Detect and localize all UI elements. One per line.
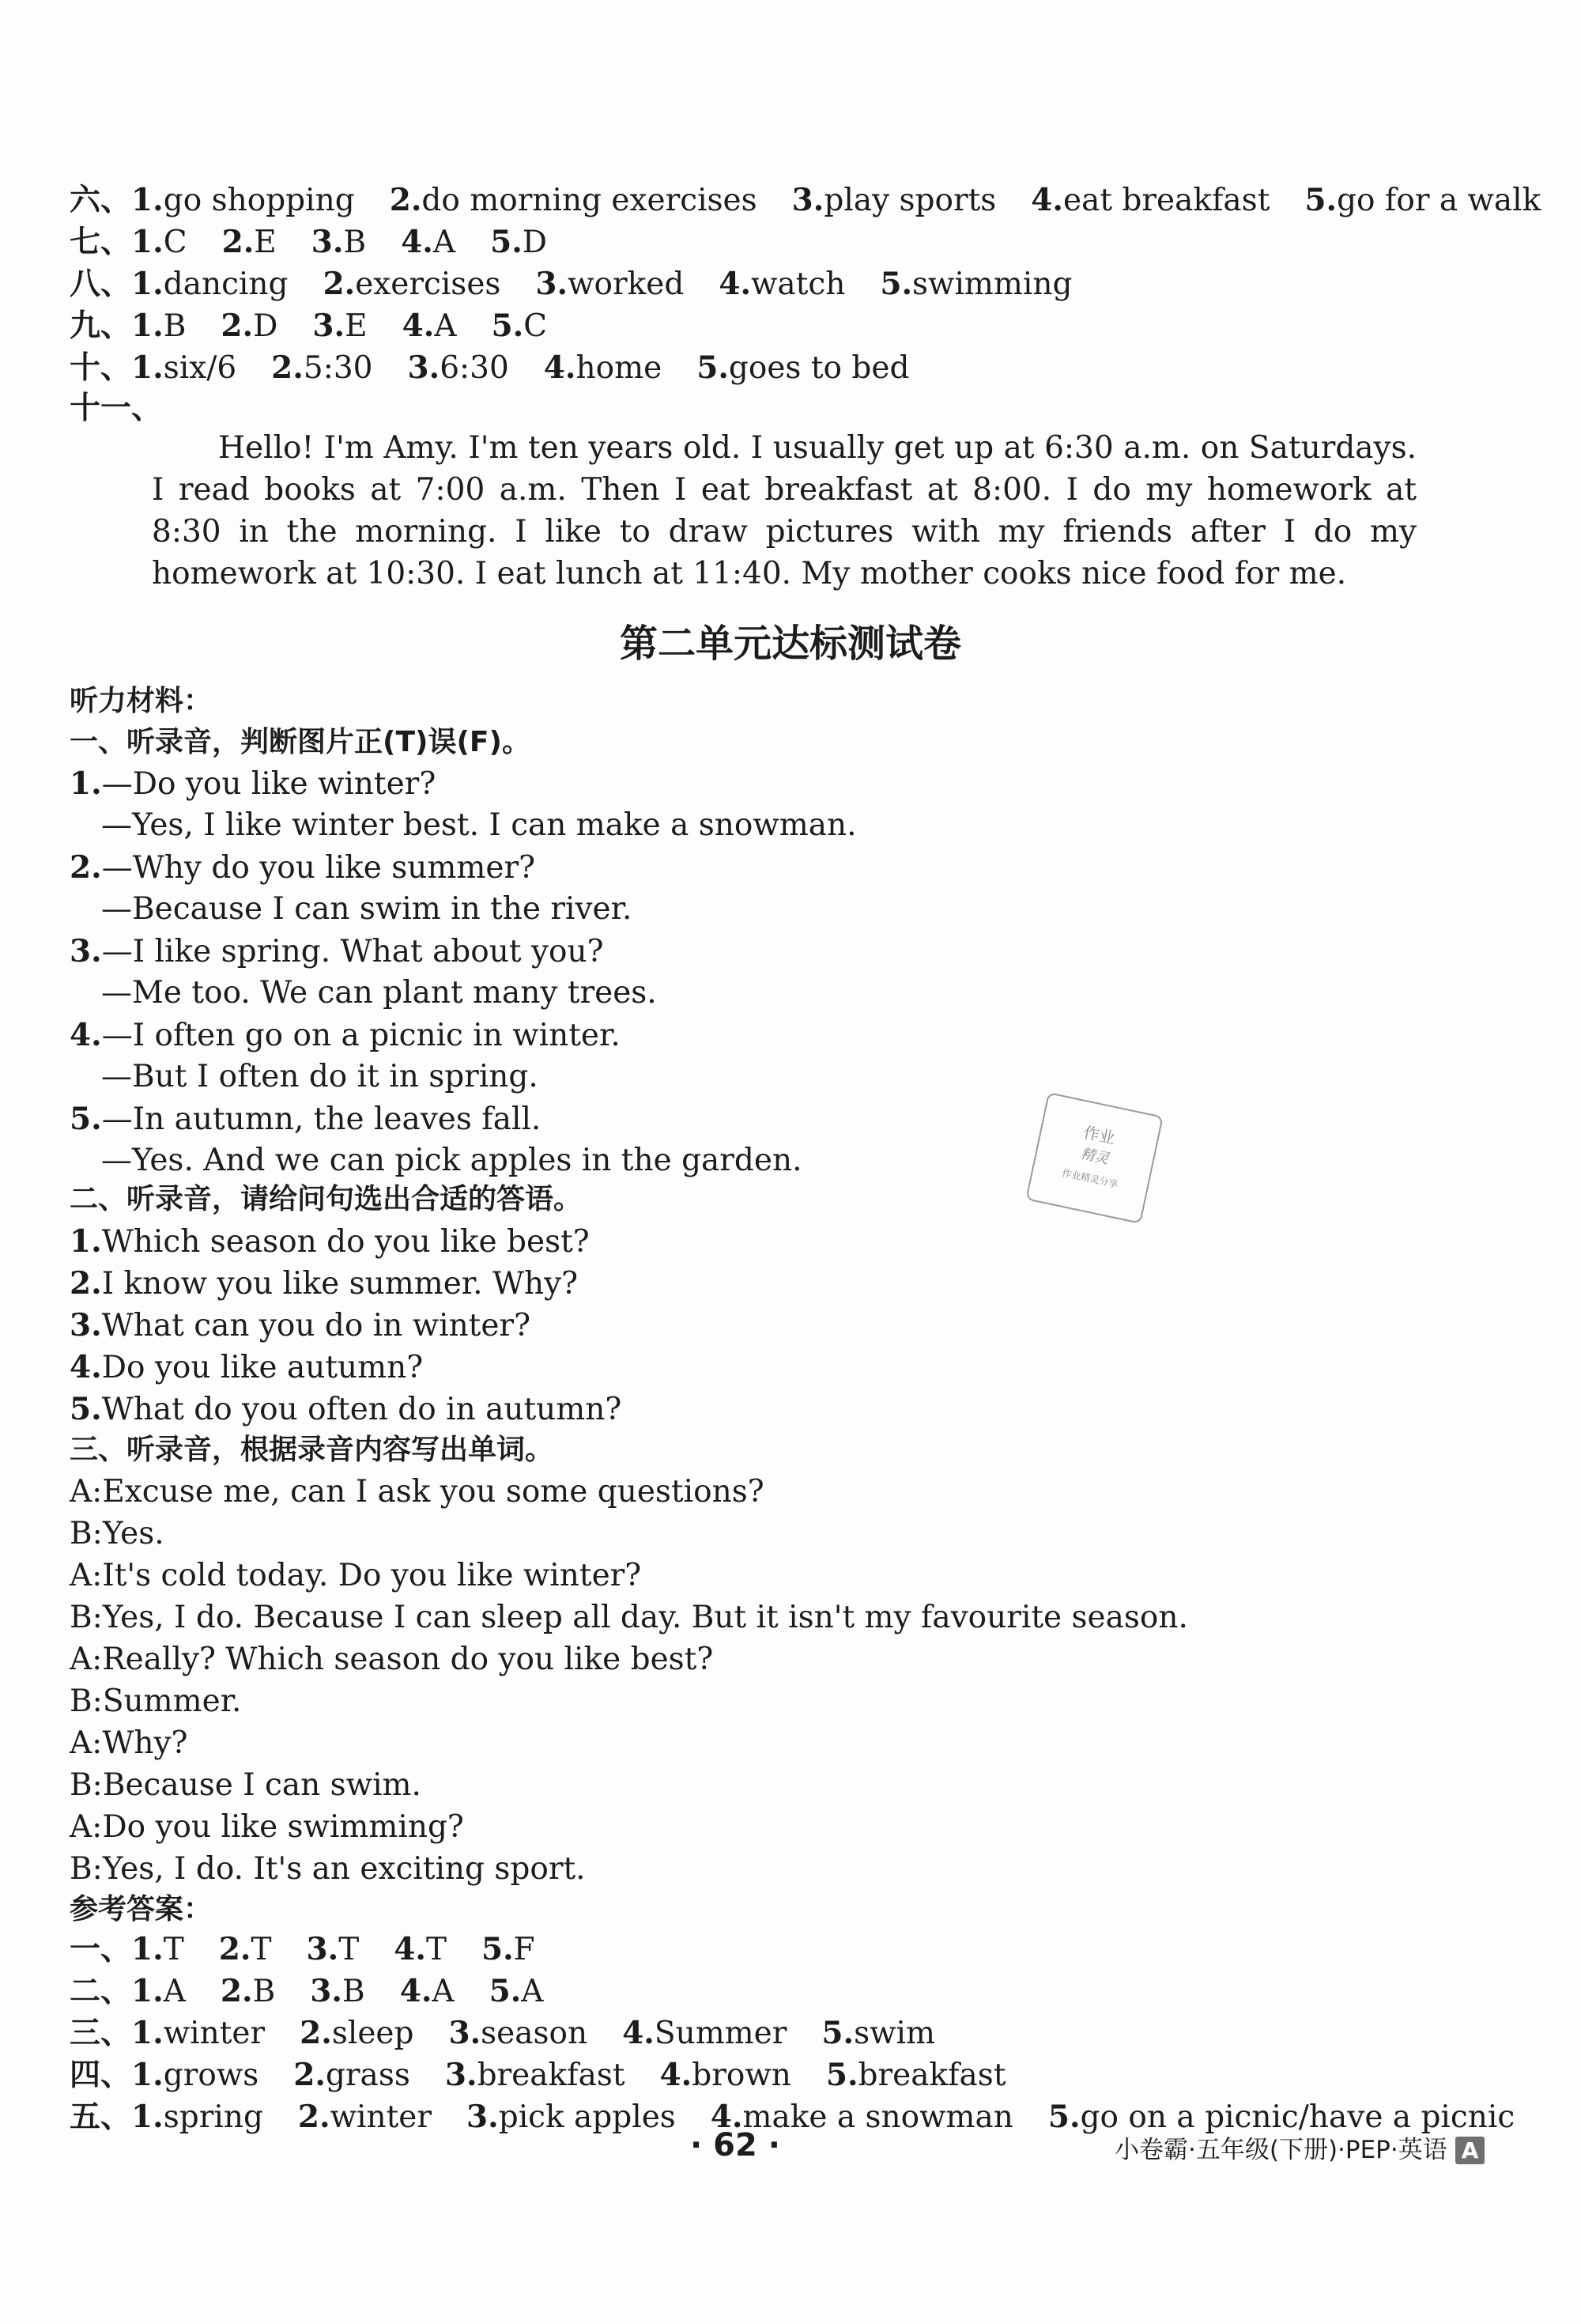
item-text: B xyxy=(252,1974,276,2009)
question-item xyxy=(70,1306,530,1346)
answer-item xyxy=(821,2016,935,2051)
item-number: 1. xyxy=(131,224,164,260)
watermark-stamp xyxy=(1025,1092,1164,1224)
answer-item xyxy=(311,225,366,260)
dialogue-line xyxy=(70,1850,586,1889)
item-text: 5:30 xyxy=(303,350,373,386)
dialogue-line xyxy=(70,1724,187,1763)
item-text: brown xyxy=(692,2058,791,2093)
item-text: A xyxy=(432,225,456,260)
answer-item xyxy=(312,308,367,344)
reference-answers-heading: 参考答案： xyxy=(70,1893,213,1925)
section-11-passage: Hello! I'm Amy. I'm ten years old. I usually get up at 6:30 a.m. on Saturdays. I read books at 7:00 a.m. Then I eat breakfast at 8:00. I do my homework at 8:30 in the morning. I like to draw pictures with my friends after I do my homework at 10:30. I eat lunch at 11:40. My mother cooks nice food for me. xyxy=(152,430,1417,591)
answer-item xyxy=(660,2058,791,2093)
item-number: 1. xyxy=(131,2057,164,2093)
dialogue-answer: —Me too. We can plant many trees. xyxy=(101,975,657,1011)
dialogue-question xyxy=(70,848,535,888)
item-number: 1. xyxy=(131,350,164,386)
answer-item xyxy=(792,183,997,218)
item-text: A xyxy=(434,308,457,344)
item-number: 5. xyxy=(489,1973,522,2009)
section-prefix: 一、 xyxy=(70,1932,132,1967)
item-number: 2. xyxy=(70,849,102,886)
item-text: watch xyxy=(751,266,846,302)
dialogue-line: —I like spring. What about you? xyxy=(101,934,604,969)
part2-heading: 二、听录音，请给问句选出合适的答语。 xyxy=(70,1183,583,1215)
item-text: T xyxy=(425,1932,447,1967)
item-number: 2. xyxy=(221,308,254,344)
part1-heading: 一、听录音，判断图片正(T)误(F)。 xyxy=(70,726,530,758)
answer-item xyxy=(131,2016,265,2051)
dialogue-line xyxy=(70,1766,421,1805)
item-text: breakfast xyxy=(477,2058,625,2093)
item-number: 2. xyxy=(293,2057,326,2093)
item-text: go for a walk xyxy=(1337,183,1541,218)
stamp-line-2: 精灵 xyxy=(1079,1145,1111,1168)
answer-item xyxy=(448,2016,587,2051)
item-number: 4. xyxy=(401,224,433,260)
question-item xyxy=(70,1222,590,1262)
dialogue-line xyxy=(70,1682,241,1721)
speaker-label: A: xyxy=(70,1558,103,1593)
item-number: 3. xyxy=(70,1307,102,1343)
dialogue-line xyxy=(70,1556,641,1596)
answer-item xyxy=(400,1974,455,2009)
item-text: B xyxy=(343,225,367,260)
question-text: Do you like autumn? xyxy=(101,1350,424,1385)
item-number: 3. xyxy=(448,2015,481,2051)
answer-item xyxy=(880,266,1072,302)
item-number: 4. xyxy=(622,2015,655,2051)
item-number: 3. xyxy=(791,182,824,218)
item-text: worked xyxy=(568,266,685,302)
answer-item xyxy=(1304,183,1541,218)
speech-text: Really? Which season do you like best? xyxy=(102,1642,714,1677)
item-number: 4. xyxy=(394,1931,426,1967)
speaker-label: B: xyxy=(70,1767,103,1803)
item-text: winter xyxy=(163,2016,266,2051)
item-number: 4. xyxy=(399,1973,432,2009)
item-text: F xyxy=(513,1932,535,1967)
section-prefix: 三、 xyxy=(70,2016,132,2051)
item-text: swimming xyxy=(912,266,1073,302)
dialogue-line xyxy=(70,1472,764,1512)
footer-badge: A xyxy=(1455,2137,1485,2164)
question-item xyxy=(70,1389,621,1430)
speech-text: Yes. xyxy=(102,1516,164,1551)
item-text: winter xyxy=(330,2099,432,2135)
item-text: six/6 xyxy=(163,350,237,386)
speaker-label: A: xyxy=(70,1809,103,1845)
item-text: C xyxy=(523,308,548,344)
item-number: 5. xyxy=(696,350,729,386)
answer-item xyxy=(219,1932,272,1967)
answer-item xyxy=(131,266,288,302)
answer-item xyxy=(300,2016,413,2051)
item-number: 3. xyxy=(311,224,344,260)
question-item xyxy=(70,1264,578,1304)
dialogue-question xyxy=(70,1099,541,1139)
item-text: C xyxy=(163,225,187,260)
answer-item xyxy=(1031,183,1270,218)
item-text: B xyxy=(163,308,187,344)
item-number: 2. xyxy=(271,350,304,386)
item-text: make a snowman xyxy=(742,2099,1013,2135)
speech-text: Summer. xyxy=(102,1683,242,1719)
item-number: 3. xyxy=(466,2099,499,2135)
item-number: 5. xyxy=(1047,2099,1081,2135)
dialogue-line: —Do you like winter? xyxy=(101,766,436,802)
item-number: 3. xyxy=(306,1931,339,1967)
item-text: E xyxy=(345,308,368,344)
item-number: 5. xyxy=(1304,182,1338,218)
answer-item xyxy=(445,2058,625,2093)
item-number: 5. xyxy=(70,1391,102,1427)
item-number: 4. xyxy=(543,350,576,386)
speaker-label: A: xyxy=(70,1725,103,1761)
item-text: 6:30 xyxy=(440,350,509,386)
speech-text: Because I can swim. xyxy=(102,1767,421,1803)
item-number: 1. xyxy=(131,1931,164,1967)
item-number: 1. xyxy=(131,2015,164,2051)
section-prefix: 六、 xyxy=(70,183,132,218)
speaker-label: B: xyxy=(70,1683,103,1719)
footer-book-title xyxy=(1115,2129,1485,2165)
item-number: 1. xyxy=(131,2099,164,2135)
dialogue-line xyxy=(70,1598,1188,1638)
question-item xyxy=(70,1347,423,1388)
item-number: 3. xyxy=(407,350,440,386)
item-text: T xyxy=(163,1932,184,1967)
item-number: 4. xyxy=(1031,182,1064,218)
speech-text: Why? xyxy=(102,1725,188,1761)
section-prefix: 七、 xyxy=(70,225,132,260)
answer-item xyxy=(131,350,236,386)
dialogue-answer: —But I often do it in spring. xyxy=(101,1059,538,1094)
item-text: T xyxy=(251,1932,272,1967)
speech-text: It's cold today. Do you like winter? xyxy=(102,1558,642,1593)
speech-text: Yes, I do. Because I can sleep all day. But it isn't my favourite season. xyxy=(102,1600,1188,1635)
answer-item xyxy=(131,183,355,218)
item-number: 1. xyxy=(131,308,164,344)
item-text: spring xyxy=(163,2099,263,2135)
item-number: 5. xyxy=(880,266,913,302)
section-prefix: 四、 xyxy=(70,2058,132,2093)
page-number: · 62 · xyxy=(690,2127,780,2163)
answer-item xyxy=(222,225,277,260)
dialogue-line: —I often go on a picnic in winter. xyxy=(101,1018,621,1053)
dialogue-answer: —Yes. And we can pick apples in the garden. xyxy=(101,1143,802,1178)
item-number: 3. xyxy=(444,2057,477,2093)
answer-row xyxy=(70,1971,578,2012)
item-number: 5. xyxy=(481,1931,514,1967)
answer-item xyxy=(131,2058,258,2093)
item-text: A xyxy=(163,1974,186,2009)
item-text: D xyxy=(522,225,548,260)
stamp-line-3: 作业精灵分享 xyxy=(1061,1167,1119,1190)
answer-row xyxy=(70,2013,970,2054)
item-number: 4. xyxy=(659,2057,692,2093)
item-number: 1. xyxy=(70,1223,102,1260)
dialogue-line: —Why do you like summer? xyxy=(101,850,536,886)
item-text: Summer xyxy=(654,2016,787,2051)
footer-text: 小卷霸·五年级(下册)·PEP·英语 xyxy=(1115,2136,1447,2164)
section-prefix: 二、 xyxy=(70,1974,132,2009)
dialogue-question xyxy=(70,931,604,972)
unit-title: 第二单元达标测试卷 xyxy=(619,622,961,666)
item-text: eat breakfast xyxy=(1063,183,1270,218)
item-number: 1. xyxy=(131,1973,164,2009)
answer-row xyxy=(70,180,1575,221)
dialogue-line xyxy=(70,1808,464,1847)
answer-item xyxy=(407,350,508,386)
answer-item xyxy=(481,1932,535,1967)
part3-heading: 三、听录音，根据录音内容写出单词。 xyxy=(70,1434,554,1466)
item-number: 5. xyxy=(490,224,523,260)
item-number: 5. xyxy=(491,308,524,344)
item-text: A xyxy=(521,1974,544,2009)
item-number: 5. xyxy=(70,1101,102,1137)
answer-item xyxy=(131,1974,186,2009)
item-text: dancing xyxy=(163,266,289,302)
answer-item xyxy=(535,266,684,302)
answer-item xyxy=(390,183,757,218)
speaker-label: B: xyxy=(70,1600,103,1635)
listening-heading: 听力材料： xyxy=(70,685,213,717)
item-number: 4. xyxy=(710,2099,743,2135)
item-number: 2. xyxy=(323,266,356,302)
item-text: A xyxy=(432,1974,455,2009)
dialogue-line xyxy=(70,1514,164,1554)
item-number: 3. xyxy=(312,308,345,344)
item-number: 4. xyxy=(70,1349,102,1385)
item-number: 2. xyxy=(297,2099,330,2135)
item-text: home xyxy=(575,350,662,386)
item-text: grows xyxy=(163,2058,259,2093)
item-number: 4. xyxy=(70,1017,102,1053)
item-number: 2. xyxy=(70,1265,102,1302)
speech-text: Do you like swimming? xyxy=(102,1809,464,1845)
answer-item xyxy=(401,225,455,260)
item-text: D xyxy=(253,308,278,344)
answer-item xyxy=(271,350,372,386)
answer-row xyxy=(70,348,944,388)
answer-item xyxy=(131,225,187,260)
answer-item xyxy=(221,308,277,344)
item-number: 2. xyxy=(220,1973,253,2009)
answer-item xyxy=(402,308,457,344)
answer-item xyxy=(492,308,548,344)
answer-item xyxy=(490,225,547,260)
answer-item xyxy=(826,2058,1006,2093)
dialogue-question xyxy=(70,1015,621,1056)
item-number: 2. xyxy=(221,224,255,260)
item-text: go shopping xyxy=(163,183,355,218)
item-number: 2. xyxy=(218,1931,251,1967)
answer-item xyxy=(719,266,845,302)
item-number: 1. xyxy=(131,182,164,218)
speaker-label: B: xyxy=(70,1516,103,1551)
item-number: 2. xyxy=(389,182,422,218)
section-prefix: 十、 xyxy=(70,350,132,386)
item-number: 1. xyxy=(70,765,102,802)
answer-item xyxy=(622,2016,787,2051)
answer-item xyxy=(323,266,500,302)
answer-row xyxy=(70,306,582,346)
speech-text: Yes, I do. It's an exciting sport. xyxy=(102,1851,586,1887)
item-number: 2. xyxy=(300,2015,332,2051)
item-number: 3. xyxy=(70,933,102,969)
dialogue-line xyxy=(70,1640,713,1680)
item-number: 4. xyxy=(719,266,752,302)
section-prefix: 五、 xyxy=(70,2099,132,2135)
answer-item xyxy=(293,2058,410,2093)
speaker-label: A: xyxy=(70,1474,103,1510)
dialogue-line: —In autumn, the leaves fall. xyxy=(101,1102,541,1137)
item-text: T xyxy=(338,1932,360,1967)
item-number: 5. xyxy=(821,2015,855,2051)
dialogue-answer: —Yes, I like winter best. I can make a snowman. xyxy=(101,807,857,843)
item-number: 5. xyxy=(825,2057,858,2093)
dialogue-answer: —Because I can swim in the river. xyxy=(101,891,632,927)
section-prefix: 八、 xyxy=(70,266,132,302)
answer-item xyxy=(306,1932,359,1967)
item-text: goes to bed xyxy=(728,350,910,386)
answer-item xyxy=(394,1932,447,1967)
answer-item xyxy=(489,1974,544,2009)
answer-row xyxy=(70,222,582,263)
item-text: grass xyxy=(325,2058,410,2093)
answer-item xyxy=(544,350,662,386)
answer-row xyxy=(70,1929,570,1970)
item-number: 3. xyxy=(535,266,568,302)
dialogue-question xyxy=(70,764,436,804)
speaker-label: A: xyxy=(70,1642,103,1677)
item-text: go on a picnic/have a picnic xyxy=(1080,2099,1515,2135)
speech-text: Excuse me, can I ask you some questions? xyxy=(102,1474,764,1510)
answer-item xyxy=(131,1932,184,1967)
answer-item xyxy=(131,308,186,344)
answer-item xyxy=(310,1974,364,2009)
question-text: What do you often do in autumn? xyxy=(101,1392,622,1427)
item-text: play sports xyxy=(824,183,997,218)
item-number: 1. xyxy=(131,266,164,302)
answer-item xyxy=(221,1974,275,2009)
section-11-label: 十一、 xyxy=(70,391,163,426)
item-text: do morning exercises xyxy=(421,183,757,218)
answer-row xyxy=(70,264,1107,304)
speaker-label: B: xyxy=(70,1851,103,1887)
item-text: E xyxy=(254,225,277,260)
item-text: swim xyxy=(854,2016,935,2051)
answer-row xyxy=(70,2055,1041,2095)
question-text: I know you like summer. Why? xyxy=(101,1266,579,1302)
item-text: B xyxy=(342,1974,365,2009)
item-text: sleep xyxy=(331,2016,414,2051)
item-number: 3. xyxy=(310,1973,343,2009)
item-text: season xyxy=(481,2016,588,2051)
answer-item xyxy=(696,350,909,386)
item-text: exercises xyxy=(355,266,501,302)
item-text: breakfast xyxy=(858,2058,1006,2093)
question-text: What can you do in winter? xyxy=(101,1308,530,1343)
stamp-line-1: 作业 xyxy=(1081,1122,1117,1148)
question-text: Which season do you like best? xyxy=(101,1224,590,1260)
item-number: 4. xyxy=(402,308,435,344)
item-text: pick apples xyxy=(498,2099,676,2135)
section-prefix: 九、 xyxy=(70,308,132,344)
